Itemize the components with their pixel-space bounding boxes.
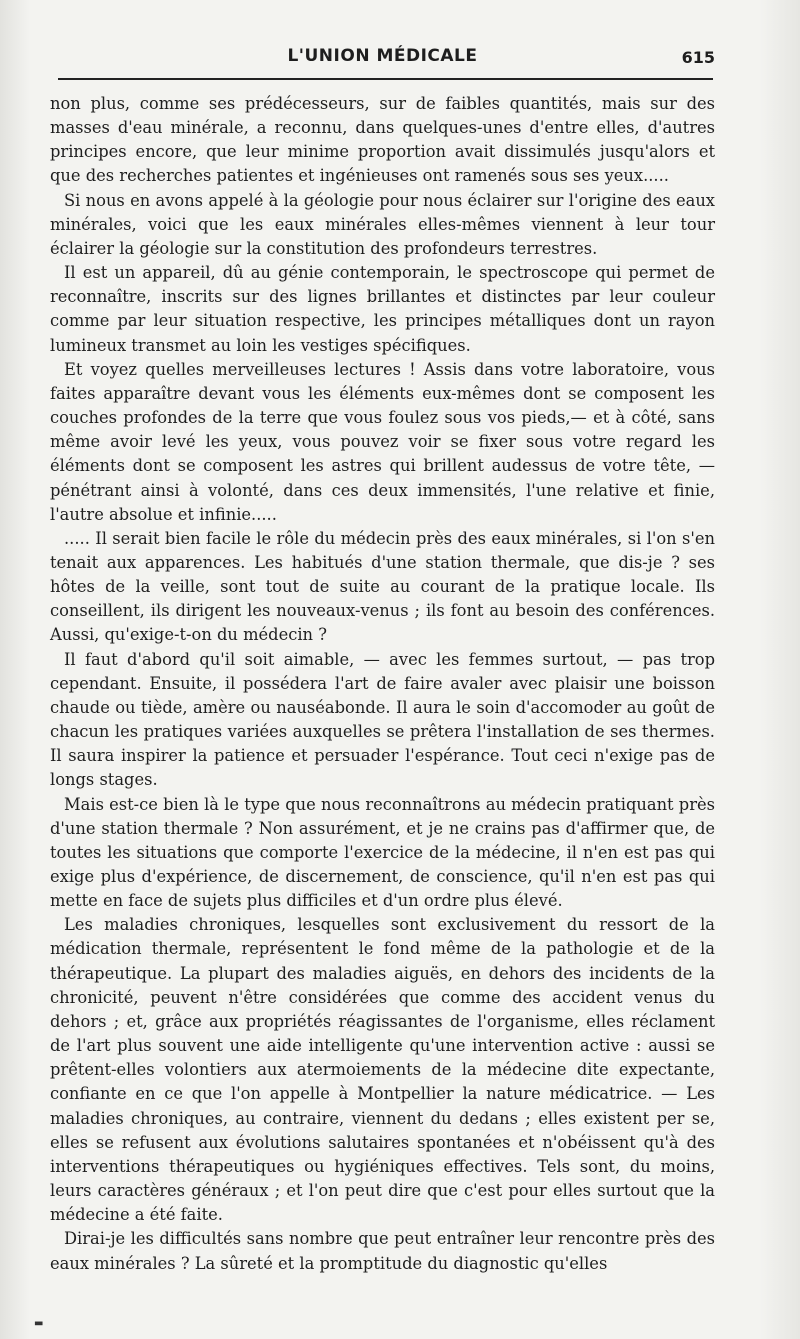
paragraph-8: Les maladies chroniques, lesquelles sont exclusivement du ressort de la médication thermale, représentent le fond même de la pathologie et de la thérapeutique. La plupart des maladies aiguës, en dehors des incidents de la chronicité, peuvent n'être considérées que comme des accident venus du dehors ; et, grâce aux propriétés réagissantes de l'organisme, elles réclament de l'art plus souvent une aide intelligente qu'une intervention active : aussi se prêtent-elles volontiers aux atermoiements de la médecine dite expectante, confiante en ce que l'on appelle à Montpellier la nature médicatrice. — Les maladies chroniques, au contraire, viennent du dedans ; elles existent per se, elles se refusent aux évolutions salutaires spontanées et n'obéissent qu'à des interventions thérapeutiques ou hygiéniques effectives. Tels sont, du moins, leurs caractères généraux ; et l'on peut dire que c'est pour elles surtout que la médecine a été faite. xyxy=(50,915,715,1225)
running-head: L'UNION MÉDICALE xyxy=(287,46,478,66)
paragraph-5: ..... Il serait bien facile le rôle du médecin près des eaux minérales, si l'on s'en tenait aux apparences. Les habitués d'une station thermale, que dis-je ? ses hôtes de la veille, sont tout de suite au courant de la pratique locale. Ils conseillent, ils dirigent les nouveaux-venus ; ils font au besoin des conférences. Aussi, qu'exige-t-on du médecin ? xyxy=(50,528,715,645)
page-number: 615 xyxy=(681,48,715,67)
header-rule xyxy=(58,78,713,80)
paragraph-3: Il est un appareil, dû au génie contemporain, le spectroscope qui permet de reconnaître, inscrits sur des lignes brillantes et distinctes par leur couleur comme par leur situation respective, les principes métalliques dont un rayon lumineux transmet au loin les vestiges spécifiques. xyxy=(50,263,715,355)
paragraph-7: Mais est-ce bien là le type que nous reconnaîtrons au médecin pratiquant près d'une station thermale ? Non assurément, et je ne crains pas d'affirmer que, de toutes les situations que comporte l'exercice de la médecine, il n'en est pas qui exige plus d'expérience, de discernement, de conscience, qu'il n'en est pas qui mette en face de sujets plus difficiles et d'un ordre plus élevé. xyxy=(50,794,715,911)
paragraph-6: Il faut d'abord qu'il soit aimable, — avec les femmes surtout, — pas trop cependant. Ensuite, il possédera l'art de faire avaler avec plaisir une boisson chaude ou tiède, amère ou nauséabonde. Il aura le soin d'accomoder au goût de chacun les pratiques variées auxquelles se prêtera l'installation de ses thermes. Il saura inspirer la patience et persuader l'espérance. Tout ceci n'exige pas de longs stages. xyxy=(50,649,715,790)
ink-mark: ▬ xyxy=(34,1318,44,1329)
page-header xyxy=(50,44,715,74)
paragraph-9: Dirai-je les difficultés sans nombre que peut entraîner leur rencontre près des eaux minérales ? La sûreté et la promptitude du diagnostic qu'elles xyxy=(50,1229,715,1273)
paragraph-2: Si nous en avons appelé à la géologie pour nous éclairer sur l'origine des eaux minérales, voici que les eaux minérales elles-mêmes viennent à leur tour éclairer la géologie sur la constitution des profondeurs terrestres. xyxy=(50,190,715,258)
paragraph-1: non plus, comme ses prédécesseurs, sur de faibles quantités, mais sur des masses d'eau minérale, a reconnu, dans quelques-unes d'entre elles, d'autres principes encore, que leur minime proportion avait dissimulés jusqu'alors et que des recherches patientes et ingénieuses ont ramenés sous ses yeux..... xyxy=(50,94,715,186)
paragraph-4: Et voyez quelles merveilleuses lectures ! Assis dans votre laboratoire, vous faites apparaître devant vous les éléments eux-mêmes dont se composent les couches profondes de la terre que vous foulez sous vos pieds,— et à côté, sans même avoir levé les yeux, vous pouvez voir se fixer sous votre regard les éléments dont se composent les astres qui brillent audessus de votre tête, — pénétrant ainsi à volonté, dans ces deux immensités, l'une relative et finie, l'autre absolue et infinie..... xyxy=(50,359,715,524)
body-text xyxy=(50,92,715,1276)
